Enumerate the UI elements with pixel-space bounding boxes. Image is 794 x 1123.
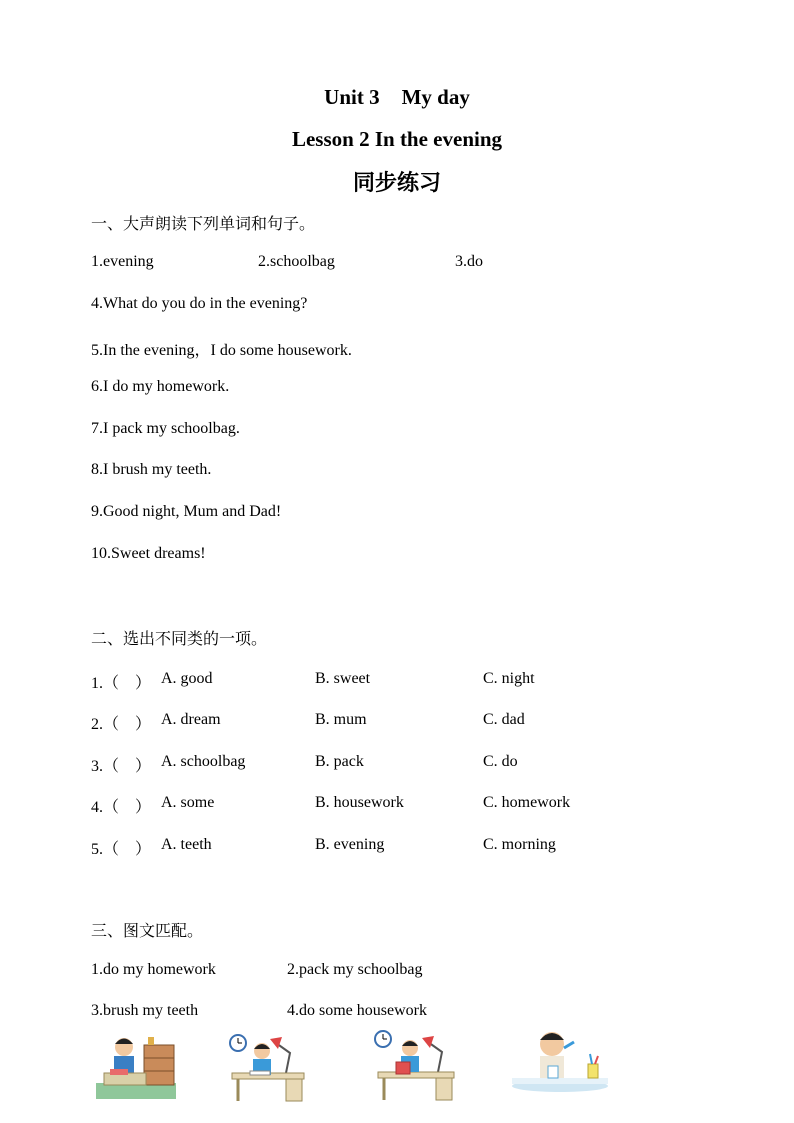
schoolbag-illustration xyxy=(372,1028,458,1102)
option-a: A. dream xyxy=(161,711,221,728)
sentence-item: 7.I pack my schoolbag. xyxy=(91,420,240,437)
option-b: B. pack xyxy=(315,753,364,770)
option-a: A. schoolbag xyxy=(161,753,246,770)
section3-heading: 三、图文匹配。 xyxy=(91,921,204,940)
lesson-title: Lesson 2 In the evening xyxy=(291,127,503,151)
option-c: C. dad xyxy=(483,711,525,728)
sentence-item: 6.I do my homework. xyxy=(91,378,230,395)
sentence-item: 4.What do you do in the evening? xyxy=(91,295,308,312)
option-c: C. morning xyxy=(483,836,556,853)
question-number: 5.（ ） xyxy=(91,841,152,858)
sentence-item: 9.Good night, Mum and Dad! xyxy=(91,503,282,520)
unit-name: My day xyxy=(401,85,470,109)
option-c: C. homework xyxy=(483,794,571,811)
word-item: 3.do xyxy=(455,253,483,270)
option-b: B. housework xyxy=(315,794,404,811)
option-b: B. mum xyxy=(315,711,367,728)
brushing-teeth-illustration xyxy=(510,1026,610,1094)
option-a: A. some xyxy=(161,794,215,811)
sentence-item: 5.In the evening，I do some housework. xyxy=(91,342,352,359)
homework-illustration xyxy=(228,1033,308,1103)
section1-heading: 一、大声朗读下列单词和句子。 xyxy=(91,214,316,233)
option-c: C. do xyxy=(483,753,518,770)
unit-title xyxy=(0,85,794,110)
sentence-item: 10.Sweet dreams! xyxy=(91,545,206,562)
phrase-item: 4.do some housework xyxy=(287,1002,427,1019)
option-a: A. good xyxy=(161,670,213,687)
phrase-item: 3.brush my teeth xyxy=(91,1002,199,1019)
section2-heading: 二、选出不同类的一项。 xyxy=(91,629,268,648)
option-c: C. night xyxy=(483,670,535,687)
word-item: 2.schoolbag xyxy=(258,253,335,270)
worksheet-subtitle: 同步练习 xyxy=(352,171,441,196)
question-number: 2.（ ） xyxy=(91,716,152,733)
sentence-item: 8.I brush my teeth. xyxy=(91,461,212,478)
option-a: A. teeth xyxy=(161,836,212,853)
phrase-item: 2.pack my schoolbag xyxy=(287,961,423,978)
question-number: 1.（ ） xyxy=(91,675,152,692)
option-b: B. evening xyxy=(315,836,385,853)
word-item: 1.evening xyxy=(91,253,154,270)
question-number: 3.（ ） xyxy=(91,758,152,775)
question-number: 4.（ ） xyxy=(91,799,152,816)
unit-number: Unit 3 xyxy=(324,85,380,109)
option-b: B. sweet xyxy=(315,670,371,687)
housework-illustration xyxy=(94,1033,180,1101)
phrase-item: 1.do my homework xyxy=(91,961,216,978)
